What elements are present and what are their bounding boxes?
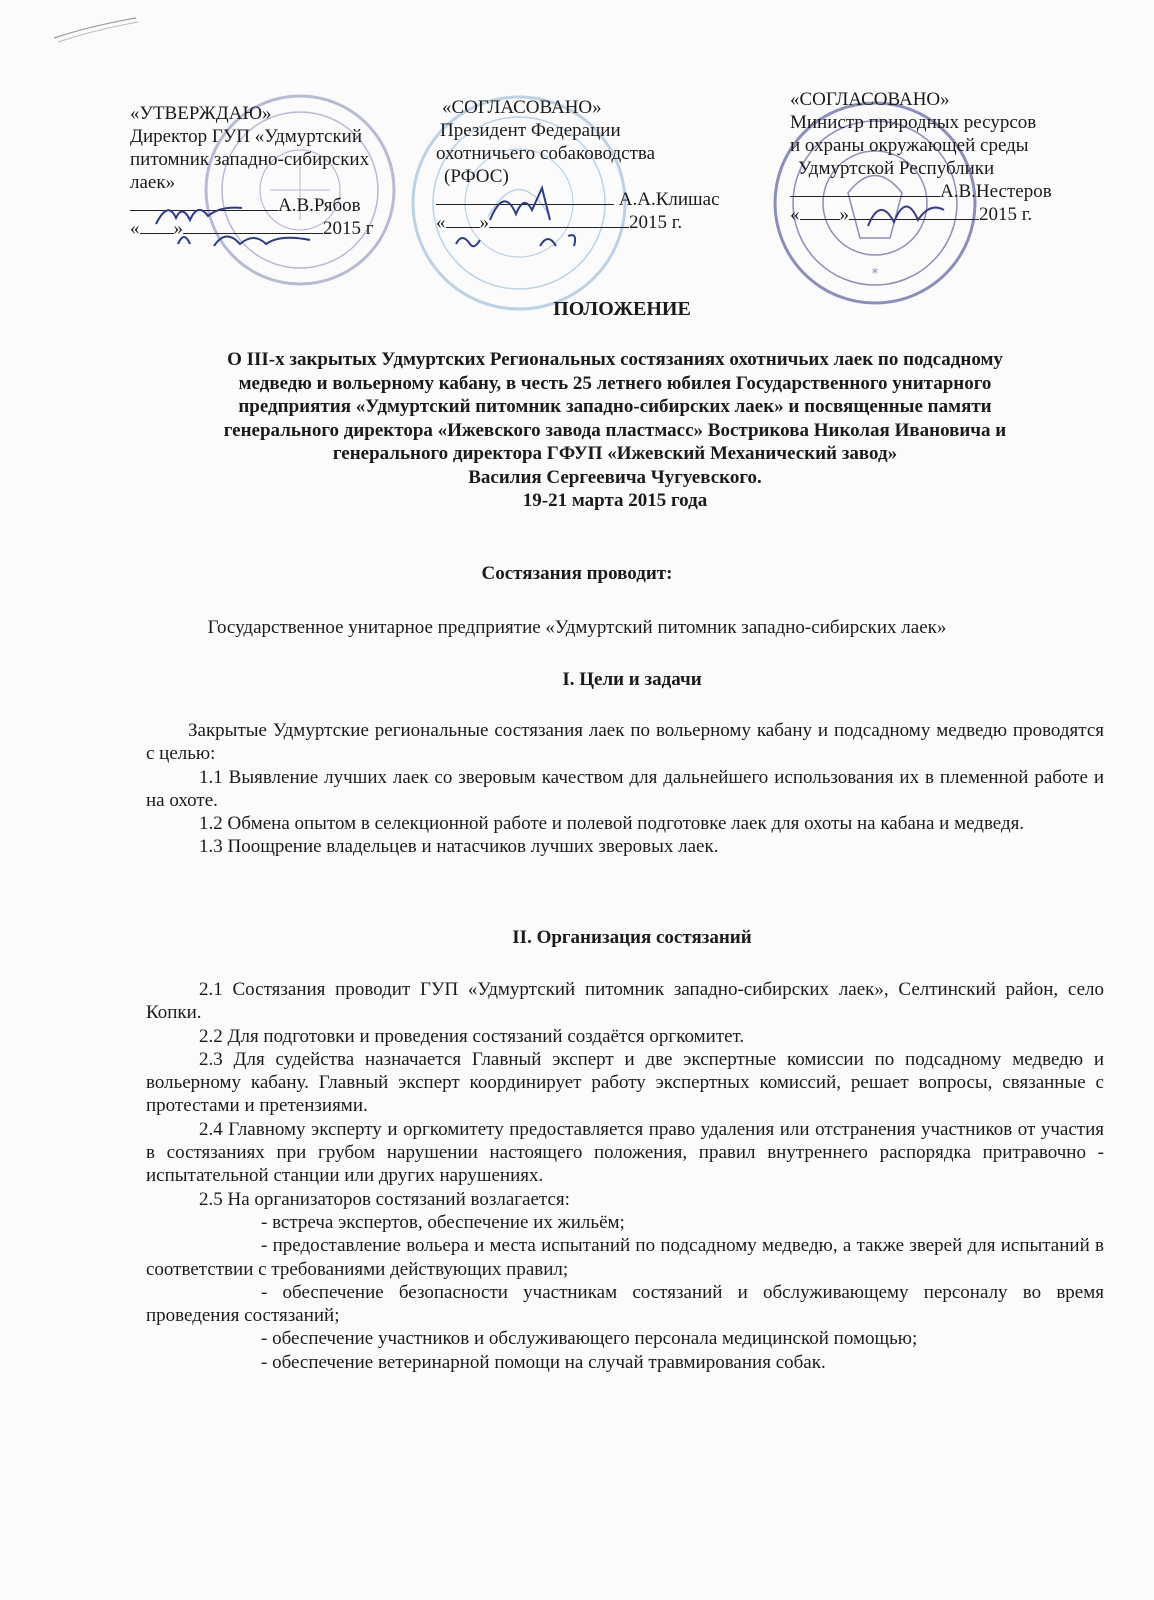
handwritten-date-left: [170, 224, 320, 252]
approval-middle-year: 2015 г.: [629, 212, 683, 233]
approval-left-line2: питомник западно-сибирских: [130, 149, 370, 170]
pencil-mark: [50, 14, 140, 44]
duty-item: - обеспечение безопасности участникам состязаний и обслуживающему персоналу во время проведения состязаний;: [146, 1281, 1104, 1327]
approval-middle-signature-line: [436, 188, 720, 211]
organizer-name: Государственное унитарное предприятие «Удмуртский питомник западно-сибирских лаек»: [207, 617, 947, 638]
section-1-body: [146, 719, 1104, 859]
signature-middle: [480, 180, 570, 230]
subtitle-line: медведю и вольерному кабану, в честь 25 летнего юбилея Государственного унитарного: [238, 372, 992, 394]
approval-left-line1: Директор ГУП «Удмуртский: [130, 126, 363, 147]
approval-left-header: «УТВЕРЖДАЮ»: [130, 103, 272, 124]
approval-right-header: «СОГЛАСОВАНО»: [790, 89, 950, 110]
duty-item: - обеспечение участников и обслуживающего персонала медицинской помощью;: [261, 1328, 918, 1350]
approval-block-middle: [436, 96, 720, 234]
approval-right-line1: Министр природных ресурсов: [790, 112, 1037, 133]
duty-item: - встреча экспертов, обеспечение их жильём;: [261, 1211, 625, 1233]
section-1-item: 1.1 Выявление лучших лаек со зверовым качеством для дальнейшего использования их в племенной работе и на охоте.: [146, 766, 1104, 811]
subtitle-line: предприятия «Удмуртский питомник западно-сибирских лаек» и посвященные памяти: [238, 396, 992, 417]
approval-middle-name: А.А.Клишас: [618, 189, 720, 210]
approval-middle-line1: Президент Федерации: [440, 120, 621, 141]
subtitle-line: Василия Сергеевича Чугуевского.: [468, 466, 762, 488]
section-2-heading: II. Организация состязаний: [512, 927, 752, 948]
duty-item: - предоставление вольера и места испытаний по подсадному медведю, а также зверей для испытаний в соответствии с требованиями действующих правил;: [146, 1235, 1104, 1280]
section-1-heading: I. Цели и задачи: [562, 669, 702, 690]
section-2-item: 2.5 На организаторов состязаний возлагается:: [199, 1188, 570, 1210]
signature-right: [860, 186, 950, 236]
approval-left-line3: лаек»: [130, 172, 176, 193]
approval-middle-header: «СОГЛАСОВАНО»: [442, 97, 602, 118]
approval-left-name: А.В.Рябов: [278, 195, 361, 216]
section-2-item: 2.3 Для судейства назначается Главный эксперт и две экспертные комиссии по подсадному медведю и вольерному кабану. Главный эксперт координирует работу экспертных комиссий, решает вопросы, связанные с протестами и претензиями.: [146, 1048, 1104, 1117]
approval-right-name: А.В.Нестеров: [940, 181, 1052, 202]
subtitle-line: генерального директора «Ижевского завода пластмасс» Вострикова Николая Ивановича и: [223, 419, 1007, 441]
approval-left-year: 2015 г: [323, 218, 374, 239]
subtitle-line: О III-х закрытых Удмуртских Региональных состязаниях охотничьих лаек по подсадному: [227, 349, 1003, 370]
section-2-item: 2.4 Главному эксперту и оргкомитету предоставляется право удаления или отстранения участников от участия в состязаниях при грубом нарушении настоящего положения, правил внутреннего распорядка притравочно - испытательной станции или других нарушениях.: [146, 1118, 1104, 1187]
approval-right-line2: и охраны окружающей среды: [790, 135, 1029, 156]
approval-left-date: « » 2015 г: [130, 218, 374, 239]
event-dates: 19-21 марта 2015 года: [522, 490, 708, 511]
document-title: ПОЛОЖЕНИЕ: [553, 298, 691, 320]
approval-right-line3: Удмуртской Республики: [798, 158, 995, 179]
section-2-item: 2.2 Для подготовки и проведения состязаний создаётся оргкомитет.: [199, 1025, 745, 1047]
approval-middle-line3: (РФОС): [444, 166, 509, 187]
approval-middle-date: « » 2015 г.: [436, 212, 683, 233]
approval-right-year: 2015 г.: [979, 204, 1033, 225]
section-2-item: 2.1 Состязания проводит ГУП «Удмуртский питомник западно-сибирских лаек», Селтинский район, село Копки.: [146, 979, 1104, 1024]
organizer-heading: Состязания проводит:: [481, 563, 673, 584]
section-1-item: 1.3 Поощрение владельцев и натасчиков лучших зверовых лаек.: [199, 836, 719, 858]
section-2-body: [146, 978, 1104, 1374]
section-1-intro: Закрытые Удмуртские региональные состязания лаек по вольерному кабану и подсадному медведю проводятся с целью:: [146, 720, 1104, 765]
approval-middle-line2: охотничьего собаководства: [436, 143, 656, 164]
subtitle-line: генерального директора ГФУП «Ижевский Механический завод»: [332, 443, 898, 464]
svg-text:*: *: [871, 266, 879, 282]
section-1-item: 1.2 Обмена опытом в селекционной работе и полевой подготовке лаек для охоты на кабана и медведя.: [199, 813, 1025, 835]
duty-item: - обеспечение ветеринарной помощи на случай травмирования собак.: [261, 1351, 826, 1373]
approval-right-date: « » 2015 г.: [790, 204, 1033, 225]
document-subtitle: [130, 348, 1100, 513]
handwritten-date-middle: [444, 226, 604, 254]
